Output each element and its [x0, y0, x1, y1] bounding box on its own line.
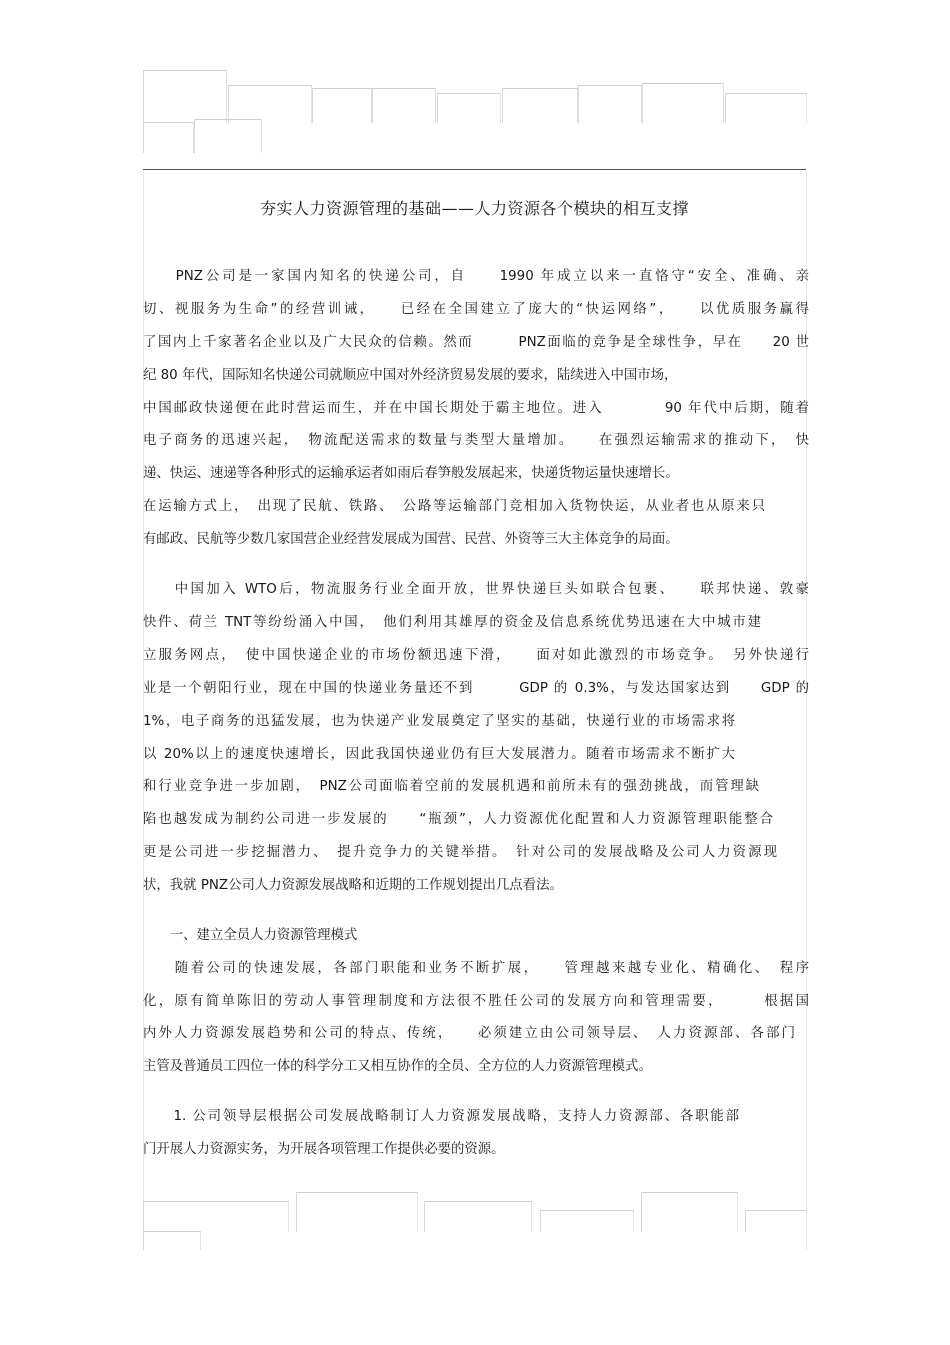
header-frame-7 [578, 85, 642, 123]
text-line: 中国邮政快递便在此时营运而生，并在中国长期处于霸主地位。进入 90 年代中后期，随着 [143, 401, 809, 416]
text-line: 和行业竞争进一步加剧， PNZ公司面临着空前的发展机遇和前所未有的强劲挑战，而管理缺 [143, 779, 759, 794]
text-line: PNZ公司是一家国内知名的快递公司，自 1990 年成立以来一直恪守“安全、准确、亲 [143, 269, 809, 284]
text-line: 电子商务的迅速兴起， 物流配送需求的数量与类型大量增加。 在强烈运输需求的推动下， 快 [143, 433, 809, 448]
text-line: 随着公司的快速发展，各部门职能和业务不断扩展， 管理越来越专业化、精确化、 程序 [143, 961, 809, 976]
text-line: 递、快运、速递等各种形式的运输承运者如雨后春笋般发展起来，快递货物运量快速增长。 [143, 466, 679, 481]
text-line: 内外人力资源发展趋势和公司的特点、传统， 必须建立由公司领导层、 人力资源部、各部门 [143, 1026, 795, 1041]
text-line: 门开展人力资源实务，为开展各项管理工作提供必要的资源。 [143, 1142, 505, 1157]
header-frame-6 [502, 88, 578, 123]
text-line: 状，我就 PNZ公司人力资源发展战略和近期的工作规划提出几点看法。 [143, 878, 563, 893]
header-frame-9 [725, 93, 807, 123]
text-line: 主管及普通员工四位一体的科学分工又相互协作的全员、全方位的人力资源管理模式。 [143, 1059, 652, 1074]
text-line: 有邮政、民航等少数几家国营企业经营发展成为国营、民营、外资等三大主体竞争的局面。 [143, 532, 679, 547]
text-line: 更是公司进一步挖掘潜力、 提升竞争力的关键举措。 针对公司的发展战略及公司人力资源现 [143, 845, 777, 860]
footer-frame-7 [143, 1231, 201, 1250]
text-line: 了国内上千家著名企业以及广大民众的信赖。然而 PNZ面临的竞争是全球性争，早在 20 世 [143, 335, 809, 350]
right-margin-line [806, 170, 807, 1250]
text-line: 1%，电子商务的迅猛发展，也为快递产业发展奠定了坚实的基础，快递行业的市场需求将 [143, 714, 735, 729]
header-rule [143, 169, 806, 170]
footer-frame-4 [540, 1210, 634, 1232]
footer-frame-2 [296, 1192, 418, 1232]
left-margin-line [143, 170, 144, 1250]
header-frame-8 [642, 83, 724, 123]
header-frame-5 [437, 93, 501, 123]
text-line: 以 20%以上的速度快速增长，因此我国快递业仍有巨大发展潜力。随着市场需求不断扩大 [143, 747, 735, 762]
header-frame-11 [194, 119, 262, 153]
section-heading: 一、建立全员人力资源管理模式 [143, 928, 358, 943]
text-line: 立服务网点， 使中国快递企业的市场份额迅速下滑， 面对如此激烈的市场竞争。 另外快递行 [143, 648, 809, 663]
document-title: 夯实人力资源管理的基础——人力资源各个模块的相互支撑 [259, 199, 689, 218]
text-line: 1. 公司领导层根据公司发展战略制订人力资源发展战略，支持人力资源部、各职能部 [143, 1109, 739, 1124]
footer-frame-1 [143, 1201, 289, 1232]
text-line: 在运输方式上， 出现了民航、铁路、 公路等运输部门竞相加入货物快运，从业者也从原来只 [143, 499, 765, 514]
header-frame-2 [228, 85, 312, 123]
text-line: 快件、荷兰 TNT等纷纷涌入中国， 他们利用其雄厚的资金及信息系统优势迅速在大中城市建 [143, 615, 761, 630]
footer-frame-6 [745, 1210, 807, 1232]
text-line: 业是一个朝阳行业，现在中国的快递业务量还不到 GDP 的 0.3%，与发达国家达到 GDP 的 [143, 681, 809, 696]
text-line: 切、视服务为生命”的经营训诫， 已经在全国建立了庞大的“快运网络”， 以优质服务赢得 [143, 302, 809, 317]
header-frame-4 [372, 88, 436, 123]
text-line: 化，原有简单陈旧的劳动人事管理制度和方法很不胜任公司的发展方向和管理需要， 根据国 [143, 994, 809, 1009]
header-frame-1 [143, 70, 227, 123]
footer-frame-5 [641, 1192, 738, 1232]
text-line: 纪 80 年代，国际知名快递公司就顺应中国对外经济贸易发展的要求，陆续进入中国市场， [143, 368, 678, 383]
text-line: 中国加入 WTO后，物流服务行业全面开放，世界快递巨头如联合包裹、 联邦快递、敦豪 [143, 582, 809, 597]
footer-frame-3 [424, 1201, 532, 1232]
text-line: 陷也越发成为制约公司进一步发展的 “瓶颈”，人力资源优化配置和人力资源管理职能整合 [143, 812, 773, 827]
header-frame-3 [312, 88, 372, 123]
header-frame-10 [143, 122, 194, 153]
